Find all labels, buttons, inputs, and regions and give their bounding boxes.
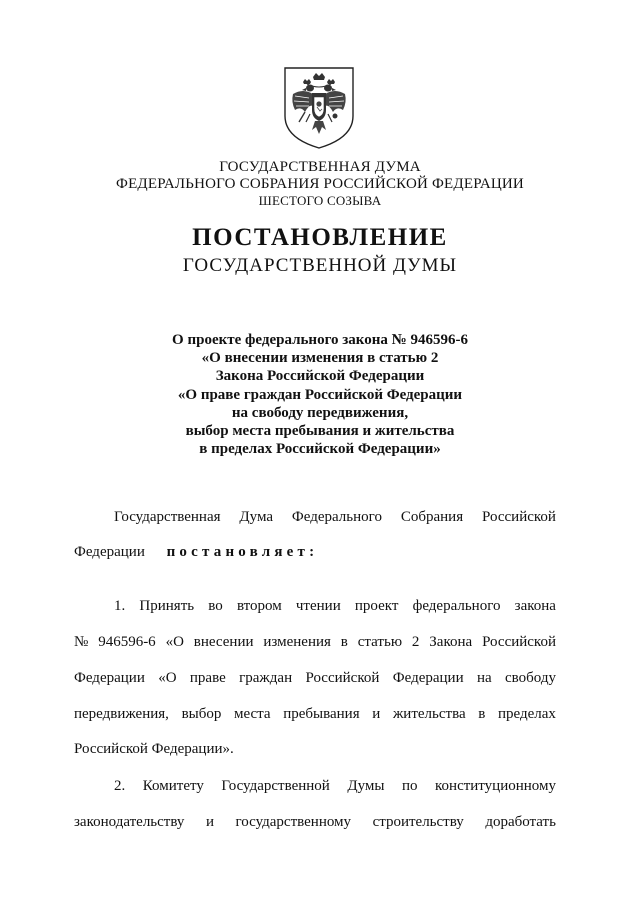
word: проект [354, 598, 399, 614]
document-subject [0, 331, 640, 458]
word: Федерации [392, 670, 464, 686]
subject-line: в пределах Российской Федерации» [199, 441, 441, 458]
word: Государственной [221, 778, 330, 794]
word: доработать [485, 814, 556, 830]
word: строительству [372, 814, 464, 830]
word: Федерального [291, 509, 382, 525]
word: на [476, 670, 492, 686]
subject-line: О проекте федерального закона № 946596-6 [172, 332, 468, 348]
word: федерального [412, 598, 501, 614]
word: Закона [429, 634, 473, 650]
item1-line-3 [74, 670, 556, 687]
word: граждан [239, 670, 293, 686]
org-line-convocation: ШЕСТОГО СОЗЫВА [258, 193, 382, 208]
org-line-state-duma: ГОСУДАРСТВЕННАЯ ДУМА [219, 159, 421, 175]
word: в [340, 634, 348, 650]
word: выбор [181, 706, 222, 722]
subject-line: «О праве граждан Российской Федерации [177, 386, 463, 403]
word: во [208, 598, 223, 614]
word: Российской [482, 509, 556, 525]
document-issuer-title: ГОСУДАРСТВЕННОЙ ДУМЫ [182, 255, 458, 276]
word: чтении [295, 598, 341, 614]
word: жительства [392, 706, 466, 722]
word: 2 [411, 634, 420, 650]
intro-line-1 [74, 509, 556, 526]
word: свободу [505, 670, 556, 686]
word: праве [189, 670, 226, 686]
word: 2. [114, 778, 126, 794]
word: конституционному [435, 778, 556, 794]
word: внесении [193, 634, 254, 650]
word: Думы [347, 778, 385, 794]
subject-line: Закона Российской Федерации [215, 368, 425, 385]
word: по [401, 778, 418, 794]
word: 1. [114, 598, 126, 614]
word: Государственная [114, 509, 221, 525]
word: закона [514, 598, 556, 614]
word: пребывания [283, 706, 360, 722]
subject-line: выбор места пребывания и жительства [185, 423, 455, 440]
coat-of-arms-emblem [283, 66, 355, 150]
word: № [74, 634, 89, 650]
word: Федерации [74, 544, 145, 560]
word: и [372, 706, 381, 722]
word: изменения [263, 634, 331, 650]
word: Федерации [74, 670, 145, 686]
intro-line-2 [74, 544, 556, 561]
item2-line-1 [74, 778, 556, 795]
word: законодательству [74, 814, 185, 830]
item1-line-5: Российской Федерации». [74, 741, 234, 757]
item1-line-4 [74, 706, 556, 723]
word: в [478, 706, 486, 722]
word: Комитету [142, 778, 204, 794]
word: «О [158, 670, 177, 686]
word: Российской [305, 670, 380, 686]
word: Собрания [400, 509, 464, 525]
word: пределах [498, 706, 556, 722]
word: втором [236, 598, 282, 614]
item1-line-2 [74, 634, 556, 651]
subject-line: на свободу передвижения, [231, 404, 409, 421]
word: и [205, 814, 214, 830]
document-type-title: ПОСТАНОВЛЕНИЕ [192, 224, 448, 251]
word: государственному [235, 814, 352, 830]
item1-line-1 [74, 598, 556, 615]
word: статью [357, 634, 403, 650]
word: места [234, 706, 271, 722]
word: «О [165, 634, 184, 650]
word: 946596-6 [98, 634, 156, 650]
subject-line: «О внесении изменения в статью 2 [201, 350, 439, 367]
resolves-word: постановляет: [166, 544, 319, 560]
word: передвижения, [74, 706, 169, 722]
word: Российской [482, 634, 556, 650]
item2-line-2 [74, 814, 556, 831]
word: Принять [139, 598, 195, 614]
word: Дума [239, 509, 274, 525]
org-line-federal-assembly: ФЕДЕРАЛЬНОГО СОБРАНИЯ РОССИЙСКОЙ ФЕДЕРАЦИИ [116, 176, 524, 192]
